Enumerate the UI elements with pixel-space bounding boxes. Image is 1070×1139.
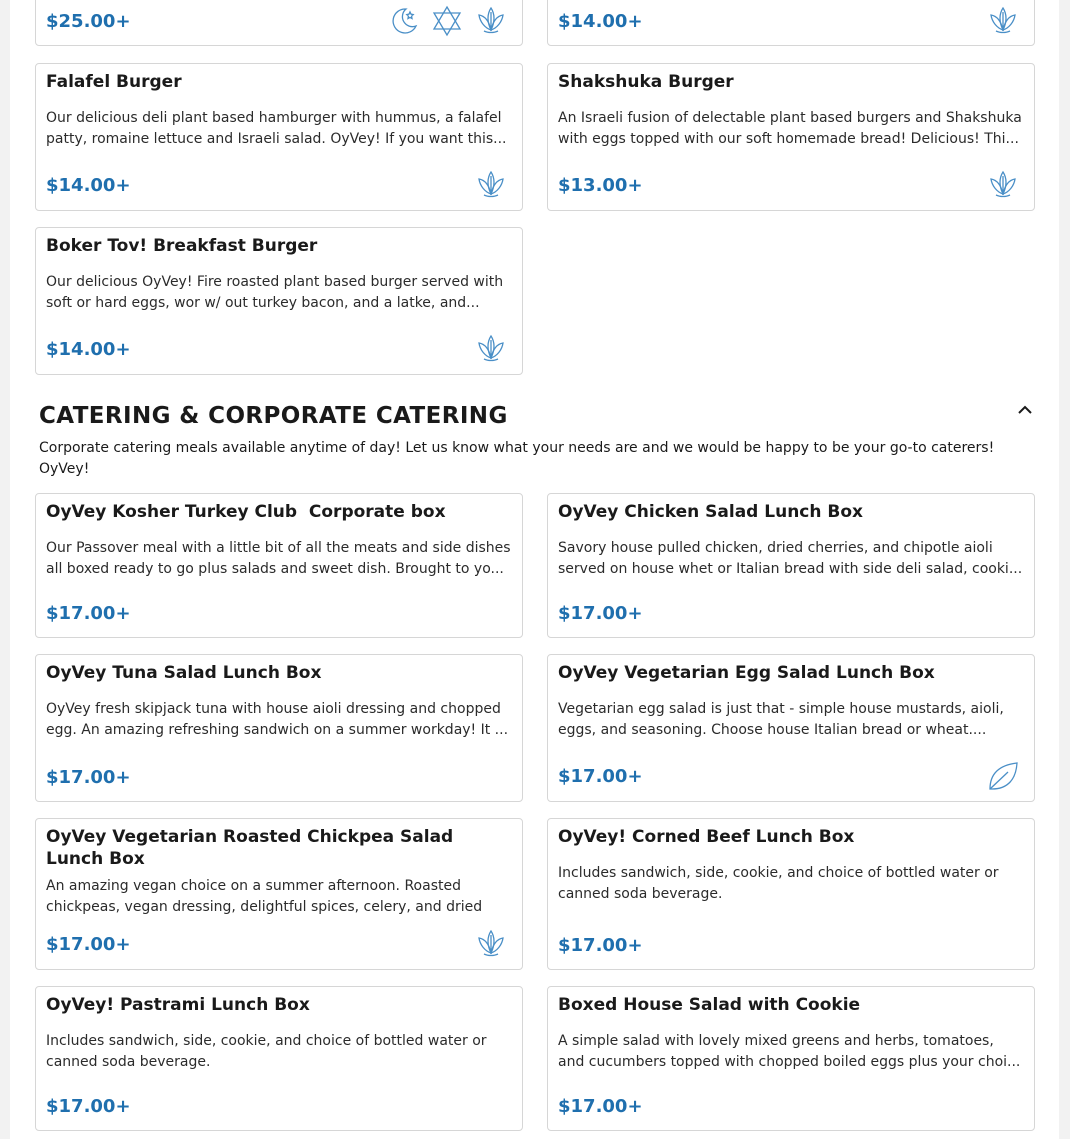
item-description: Our delicious OyVey! Fire roasted plant based burger served with soft or hard eggs, wor w/ out turkey bacon, and a latke, and... xyxy=(46,274,504,311)
item-price: $14.00+ xyxy=(46,339,131,360)
vegetarian-leaf-icon xyxy=(986,759,1020,793)
item-description: An Israeli fusion of delectable plant based burgers and Shakshuka with eggs topped with our soft homemade bread! Delicious! Thi... xyxy=(558,110,1022,147)
item-name: Shakshuka Burger xyxy=(558,72,734,92)
menu-page xyxy=(10,0,1059,1139)
item-name: OyVey! Corned Beef Lunch Box xyxy=(558,827,855,847)
item-price: $17.00+ xyxy=(46,934,131,955)
item-price: $17.00+ xyxy=(558,766,643,787)
item-description: Our Passover meal with a little bit of all the meats and side dishes all boxed ready to go plus salads and sweet dish. Brought to yo... xyxy=(46,540,511,577)
plant-based-icon xyxy=(474,4,508,38)
menu-item-card[interactable] xyxy=(547,818,1035,970)
menu-item-card[interactable] xyxy=(547,986,1035,1131)
item-price: $13.00+ xyxy=(558,175,643,196)
item-price: $14.00+ xyxy=(558,11,643,32)
item-name: OyVey Tuna Salad Lunch Box xyxy=(46,663,322,683)
item-price: $17.00+ xyxy=(46,603,131,624)
item-name: Boxed House Salad with Cookie xyxy=(558,995,861,1015)
item-price: $17.00+ xyxy=(558,603,643,624)
chevron-up-icon[interactable] xyxy=(1013,398,1037,422)
menu-item-card[interactable] xyxy=(547,63,1035,211)
menu-item-card[interactable] xyxy=(35,493,523,638)
item-description: Our delicious deli plant based hamburger with hummus, a falafel patty, romaine lettuce and Israeli salad. OyVey! If you want this... xyxy=(46,110,507,147)
item-description: A simple salad with lovely mixed greens and herbs, tomatoes, and cucumbers topped with chopped boiled eggs plus your choi... xyxy=(558,1033,1021,1070)
item-name: OyVey Vegetarian Roasted Chickpea Salad Lunch Box xyxy=(46,827,454,869)
menu-item-card[interactable] xyxy=(35,63,523,211)
item-name: OyVey! Pastrami Lunch Box xyxy=(46,995,310,1015)
item-name: OyVey Vegetarian Egg Salad Lunch Box xyxy=(558,663,935,683)
item-description: Includes sandwich, side, cookie, and choice of bottled water or canned soda beverage. xyxy=(558,865,999,902)
item-price: $17.00+ xyxy=(46,767,131,788)
item-description: An amazing vegan choice on a summer afternoon. Roasted chickpeas, vegan dressing, delightful spices, celery, and dried xyxy=(46,878,483,915)
menu-item-card[interactable] xyxy=(35,227,523,375)
item-name: OyVey Kosher Turkey Club Corporate box xyxy=(46,502,446,522)
menu-item-card[interactable] xyxy=(35,654,523,802)
menu-item-card[interactable] xyxy=(35,0,523,46)
item-name: Boker Tov! Breakfast Burger xyxy=(46,236,318,256)
item-price: $17.00+ xyxy=(558,935,643,956)
star-of-david-icon xyxy=(430,4,464,38)
menu-item-card[interactable] xyxy=(35,818,523,970)
menu-item-card[interactable] xyxy=(547,654,1035,802)
menu-item-card[interactable] xyxy=(547,0,1035,46)
item-description: Includes sandwich, side, cookie, and choice of bottled water or canned soda beverage. xyxy=(46,1033,487,1070)
section-description: Corporate catering meals available anytime of day! Let us know what your needs are and we would be happy to be your go-to caterers! OyVey! xyxy=(39,440,995,477)
plant-based-icon xyxy=(986,4,1020,38)
plant-based-icon xyxy=(474,168,508,202)
item-price: $14.00+ xyxy=(46,175,131,196)
item-price: $17.00+ xyxy=(558,1096,643,1117)
plant-based-icon xyxy=(474,927,508,961)
item-description: Savory house pulled chicken, dried cherries, and chipotle aioli served on house whet or Italian bread with side deli salad, cooki... xyxy=(558,540,1023,577)
item-name: OyVey Chicken Salad Lunch Box xyxy=(558,502,864,522)
menu-item-card[interactable] xyxy=(35,986,523,1131)
item-price: $25.00+ xyxy=(46,11,131,32)
section-title: CATERING & CORPORATE CATERING xyxy=(39,403,508,429)
moon-star-icon xyxy=(386,4,420,38)
menu-item-card[interactable] xyxy=(547,493,1035,638)
item-description: Vegetarian egg salad is just that - simple house mustards, aioli, eggs, and seasoning. Choose house Italian bread or wheat.... xyxy=(558,701,1004,738)
item-description: OyVey fresh skipjack tuna with house aioli dressing and chopped egg. An amazing refreshing sandwich on a summer workday! It ... xyxy=(46,701,509,738)
item-name: Falafel Burger xyxy=(46,72,182,92)
plant-based-icon xyxy=(986,168,1020,202)
plant-based-icon xyxy=(474,332,508,366)
item-price: $17.00+ xyxy=(46,1096,131,1117)
